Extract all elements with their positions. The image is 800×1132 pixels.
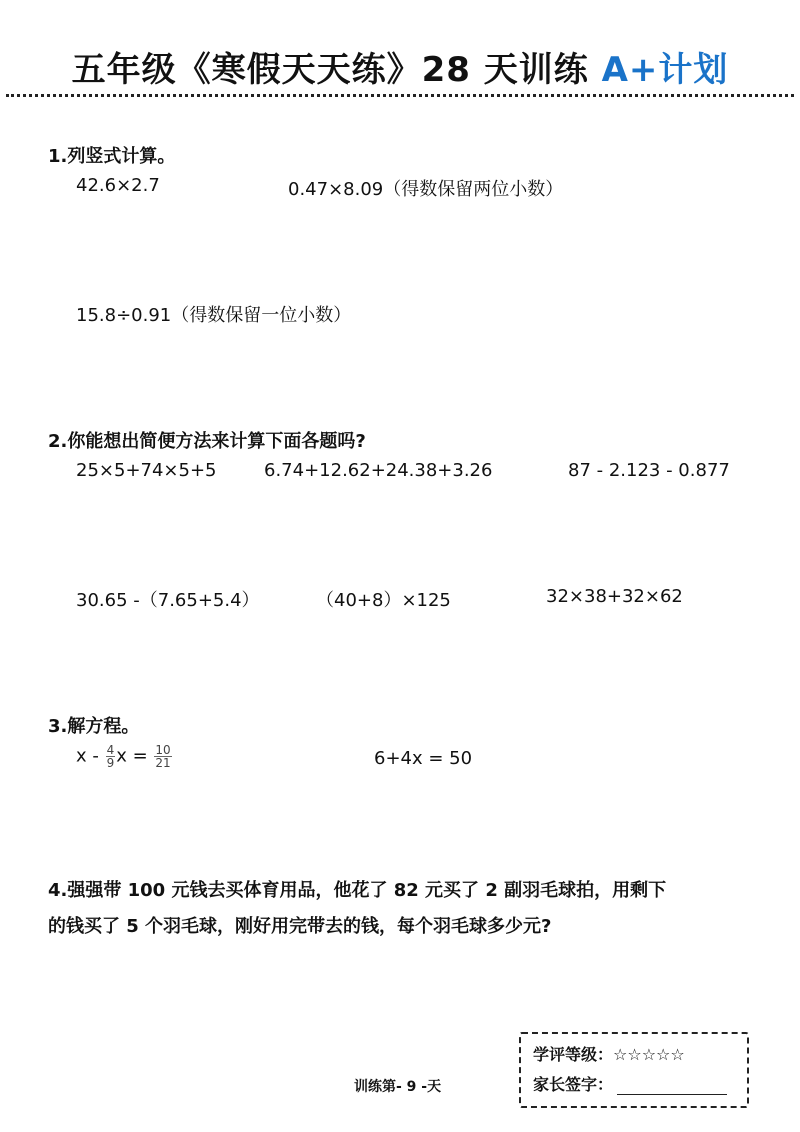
signature-line[interactable] [617, 1094, 727, 1095]
section1-item-2: 0.47×8.09（得数保留两位小数） [288, 179, 564, 200]
dotted-divider [6, 94, 794, 97]
section2-item-3: 87 - 2.123 - 0.877 [568, 460, 730, 481]
grade-row [533, 1042, 685, 1065]
fraction-10-21: $\frac{10}{21}$ [155, 743, 171, 770]
section4-line-2: 的钱买了 5 个羽毛球，刚好用完带去的钱，每个羽毛球多少元? [48, 916, 552, 937]
signature-row [533, 1072, 727, 1095]
section1-item-1: 42.6×2.7 [76, 175, 160, 196]
title-accent: A+计划 [601, 50, 729, 90]
section2-item-5: （40+8）×125 [316, 590, 451, 611]
section1-item-3: 15.8÷0.91（得数保留一位小数） [76, 305, 352, 326]
section2-item-4: 30.65 -（7.65+5.4） [76, 590, 260, 611]
section4-line-1: 4.强强带 100 元钱去买体育用品，他花了 82 元买了 2 副羽毛球拍，用剩下 [48, 880, 667, 901]
equation-1-middle: x = [116, 745, 154, 767]
star-rating: ☆☆☆☆☆ [613, 1045, 685, 1064]
section3-heading: 3.解方程。 [48, 716, 140, 737]
equation-1-prefix: x - [76, 745, 105, 767]
grade-label: 学评等级： [533, 1045, 614, 1064]
signature-label: 家长签字： [533, 1075, 614, 1094]
title-main: 五年级《寒假天天练》28 天训练 [71, 50, 602, 90]
section2-item-2: 6.74+12.62+24.38+3.26 [264, 460, 493, 481]
section2-item-6: 32×38+32×62 [546, 586, 683, 607]
equation-2: 6+4x = 50 [374, 748, 473, 769]
section1-heading: 1.列竖式计算。 [48, 146, 176, 167]
fraction-4-9: $\frac{4}{9}$ [106, 743, 115, 770]
section2-item-1: 25×5+74×5+5 [76, 460, 217, 481]
equation-1 [76, 744, 173, 769]
day-label: 训练第- 9 -天 [354, 1079, 442, 1095]
section2-heading: 2.你能想出简便方法来计算下面各题吗? [48, 431, 366, 452]
page-title [0, 42, 800, 91]
